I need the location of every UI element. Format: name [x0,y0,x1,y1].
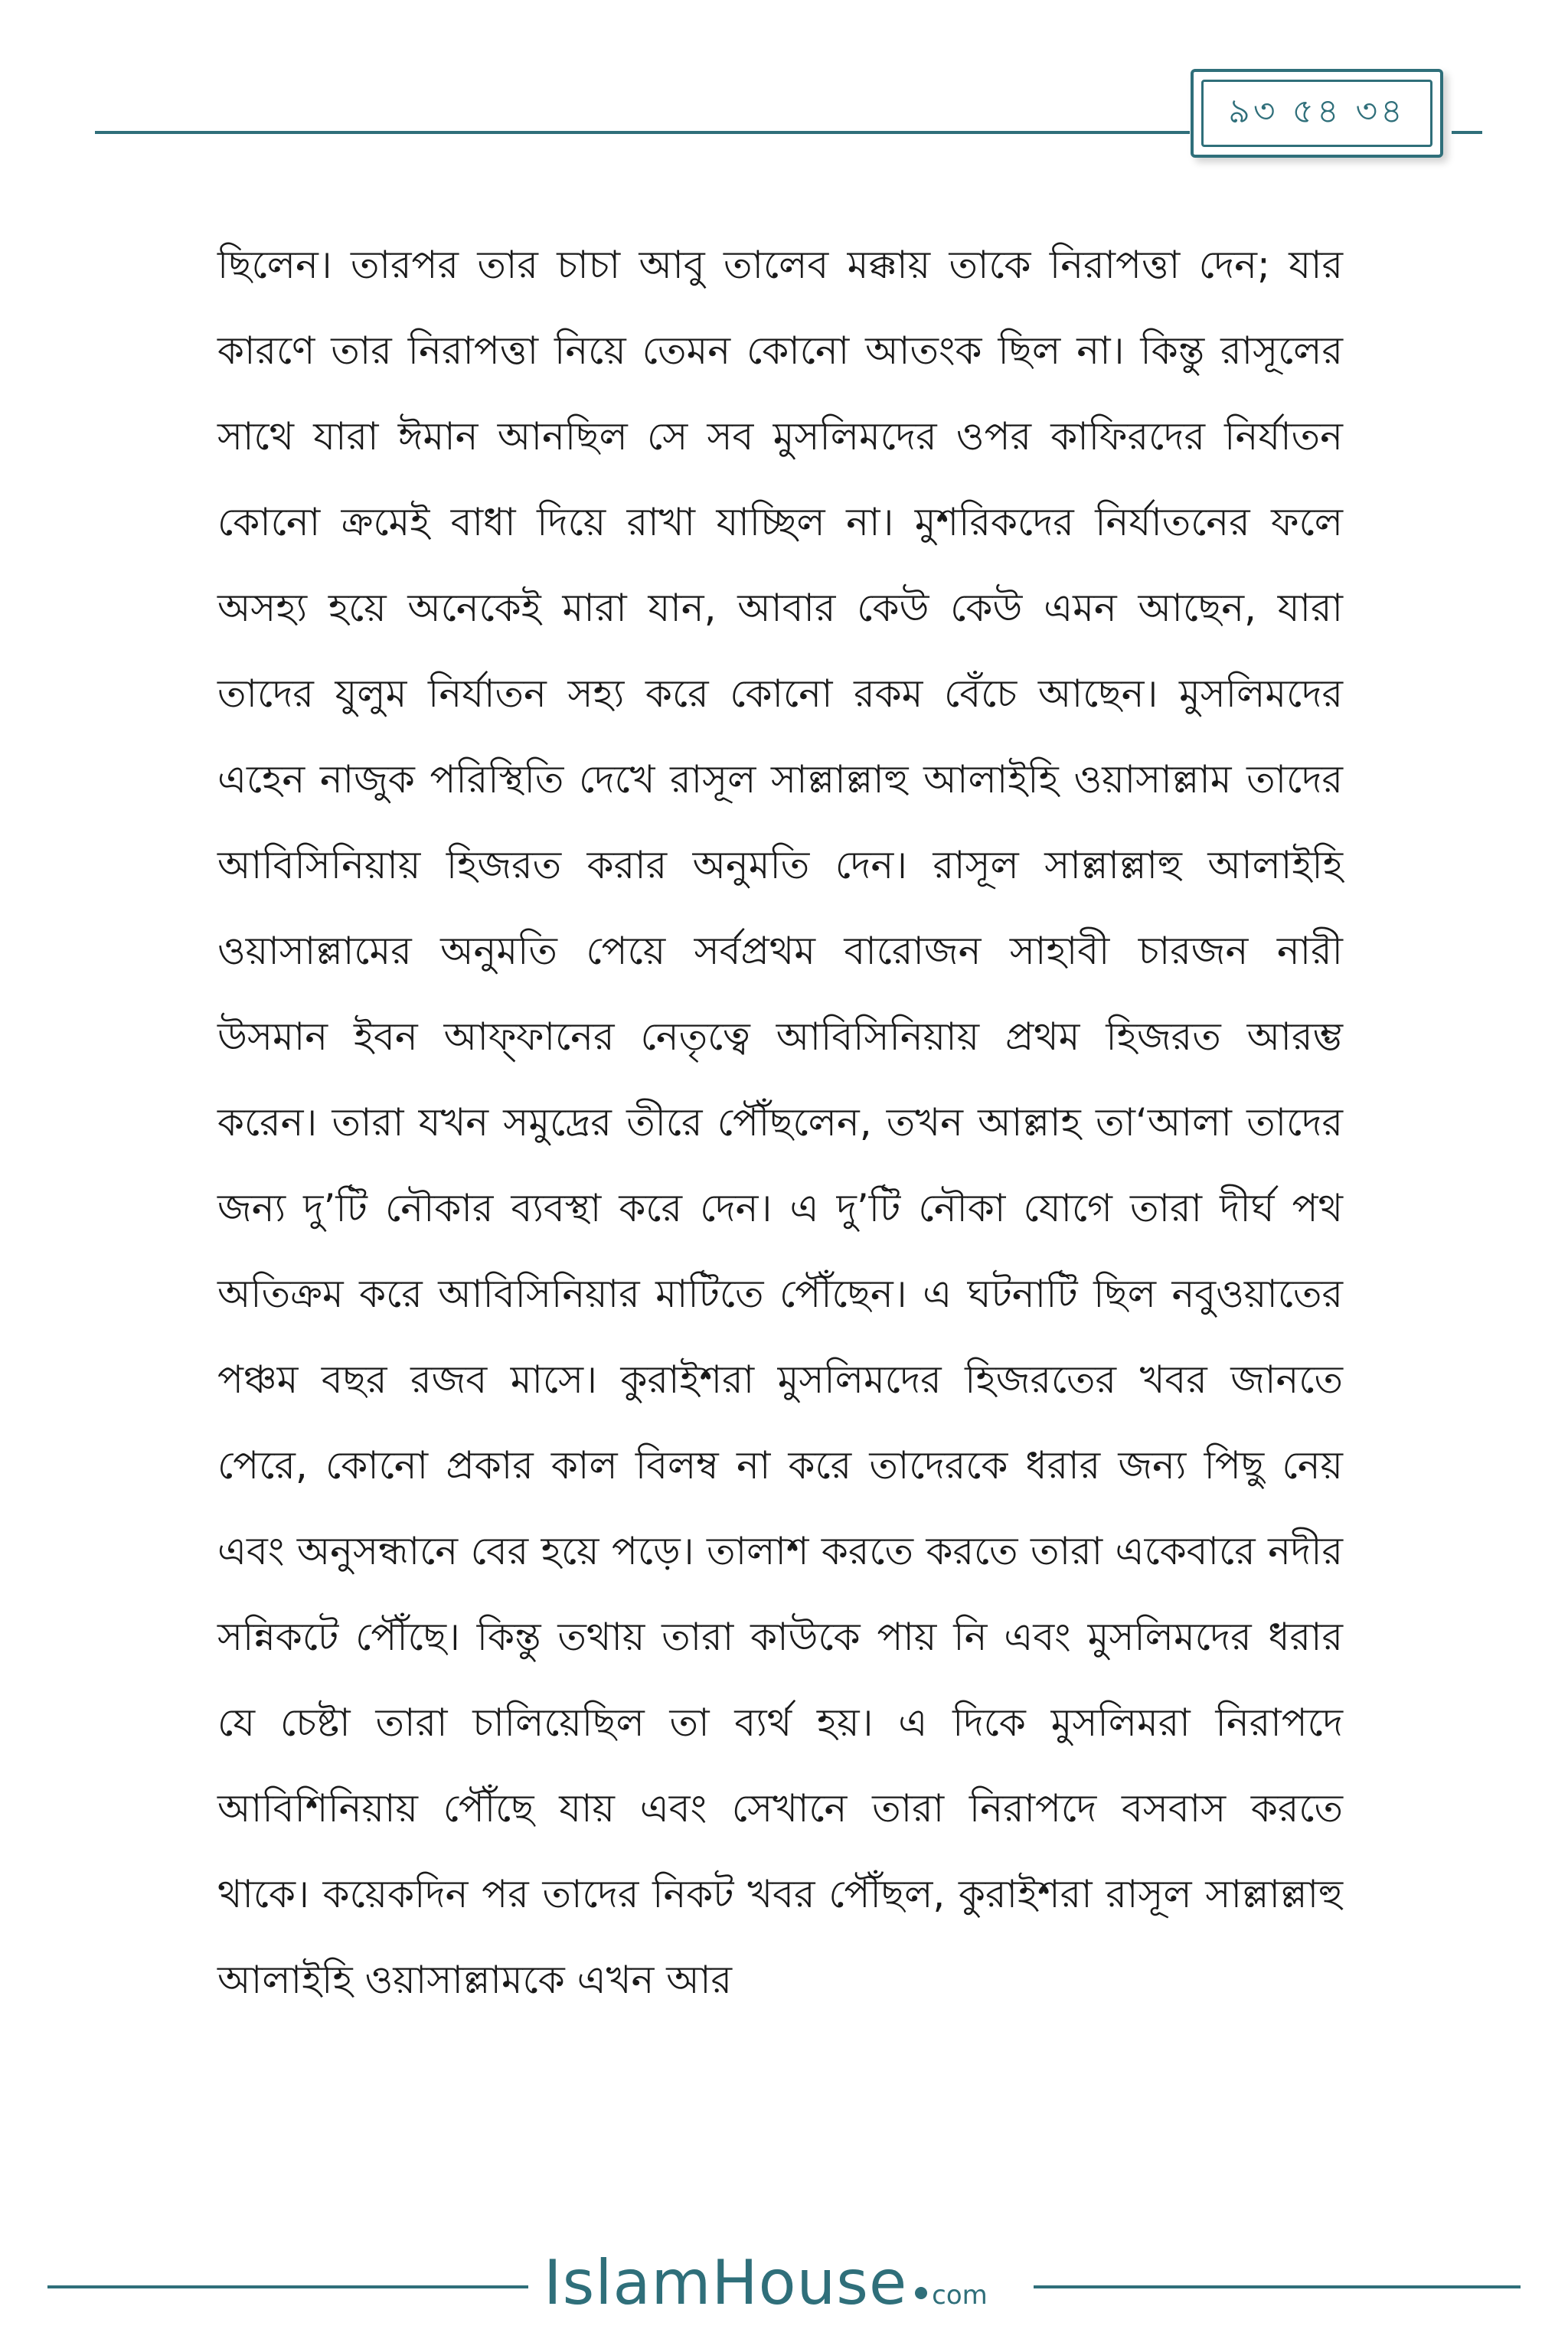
body-paragraph: ছিলেন। তারপর তার চাচা আবু তালেব মক্কায় তাকে নিরাপত্তা দেন; যার কারণে তার নিরাপত্তা নিয়ে তেমন কোনো আতংক ছিল না। কিন্তু রাসূলের সাথে যারা ঈমান আনছিল সে সব মুসলিমদের ওপর কাফিরদের নির্যাতন কোনো ক্রমেই বাধা দিয়ে রাখা যাচ্ছিল না। মুশরিকদের নির্যাতনের ফলে অসহ্য হয়ে অনেকেই মারা যান, আবার কেউ কেউ এমন আছেন, যারা তাদের যুলুম নির্যাতন সহ্য করে কোনো রকম বেঁচে আছেন। মুসলিমদের এহেন নাজুক পরিস্থিতি দেখে রাসূল সাল্লাল্লাহু আলাইহি ওয়াসাল্লাম তাদের আবিসিনিয়ায় হিজরত করার অনুমতি দেন। রাসূল সাল্লাল্লাহু আলাইহি ওয়াসাল্লামের অনুমতি পেয়ে সর্বপ্রথম বারোজন সাহাবী চারজন নারী উসমান ইবন আফ্‌ফানের নেতৃত্বে আবিসিনিয়ায় প্রথম হিজরত আরম্ভ করেন। তারা যখন সমুদ্রের তীরে পৌঁছলেন, তখন আল্লাহ তা‘আলা তাদের জন্য দু’টি নৌকার ব্যবস্থা করে দেন। এ দু’টি নৌকা যোগে তারা দীর্ঘ পথ অতিক্রম করে আবিসিনিয়ার মাটিতে পৌঁছেন। এ ঘটনাটি ছিল নবুওয়াতের পঞ্চম বছর রজব মাসে। কুরাইশরা মুসলিমদের হিজরতের খবর জানতে পেরে, কোনো প্রকার কাল বিলম্ব না করে তাদেরকে ধরার জন্য পিছু নেয় এবং অনুসন্ধানে বের হয়ে পড়ে। তালাশ করতে করতে তারা একেবারে নদীর সন্নিকটে পৌঁছে। কিন্তু তথায় তারা কাউকে পায় নি এবং মুসলিমদের ধরার যে চেষ্টা তারা চালিয়েছিল তা ব্যর্থ হয়। এ দিকে মুসলিমরা নিরাপদে আবিশিনিয়ায় পৌঁছে যায় এবং সেখানে তারা নিরাপদে বসবাস করতে থাকে। কয়েকদিন পর তাদের নিকট খবর পৌঁছল, কুরাইশরা রাসূল সাল্লাল্লাহু আলাইহি ওয়াসাল্লামকে এখন আর [217,243,1343,2002]
page-number: ৯৩ ৫৪ ৩৪ [1228,91,1406,131]
footer-rule-left [47,2285,528,2288]
page-number-frame [1201,80,1432,147]
header-rule-right [1452,131,1482,134]
footer-rule-right [1034,2285,1521,2288]
page-number-badge [1191,69,1443,158]
logo-domain-suffix: com [932,2280,988,2311]
body-text [217,222,1343,2121]
islamhouse-logo [544,2247,988,2324]
logo-dot-icon [915,2287,927,2299]
logo-wordmark: IslamHouse [544,2247,908,2318]
header-rule-left [95,131,1190,134]
